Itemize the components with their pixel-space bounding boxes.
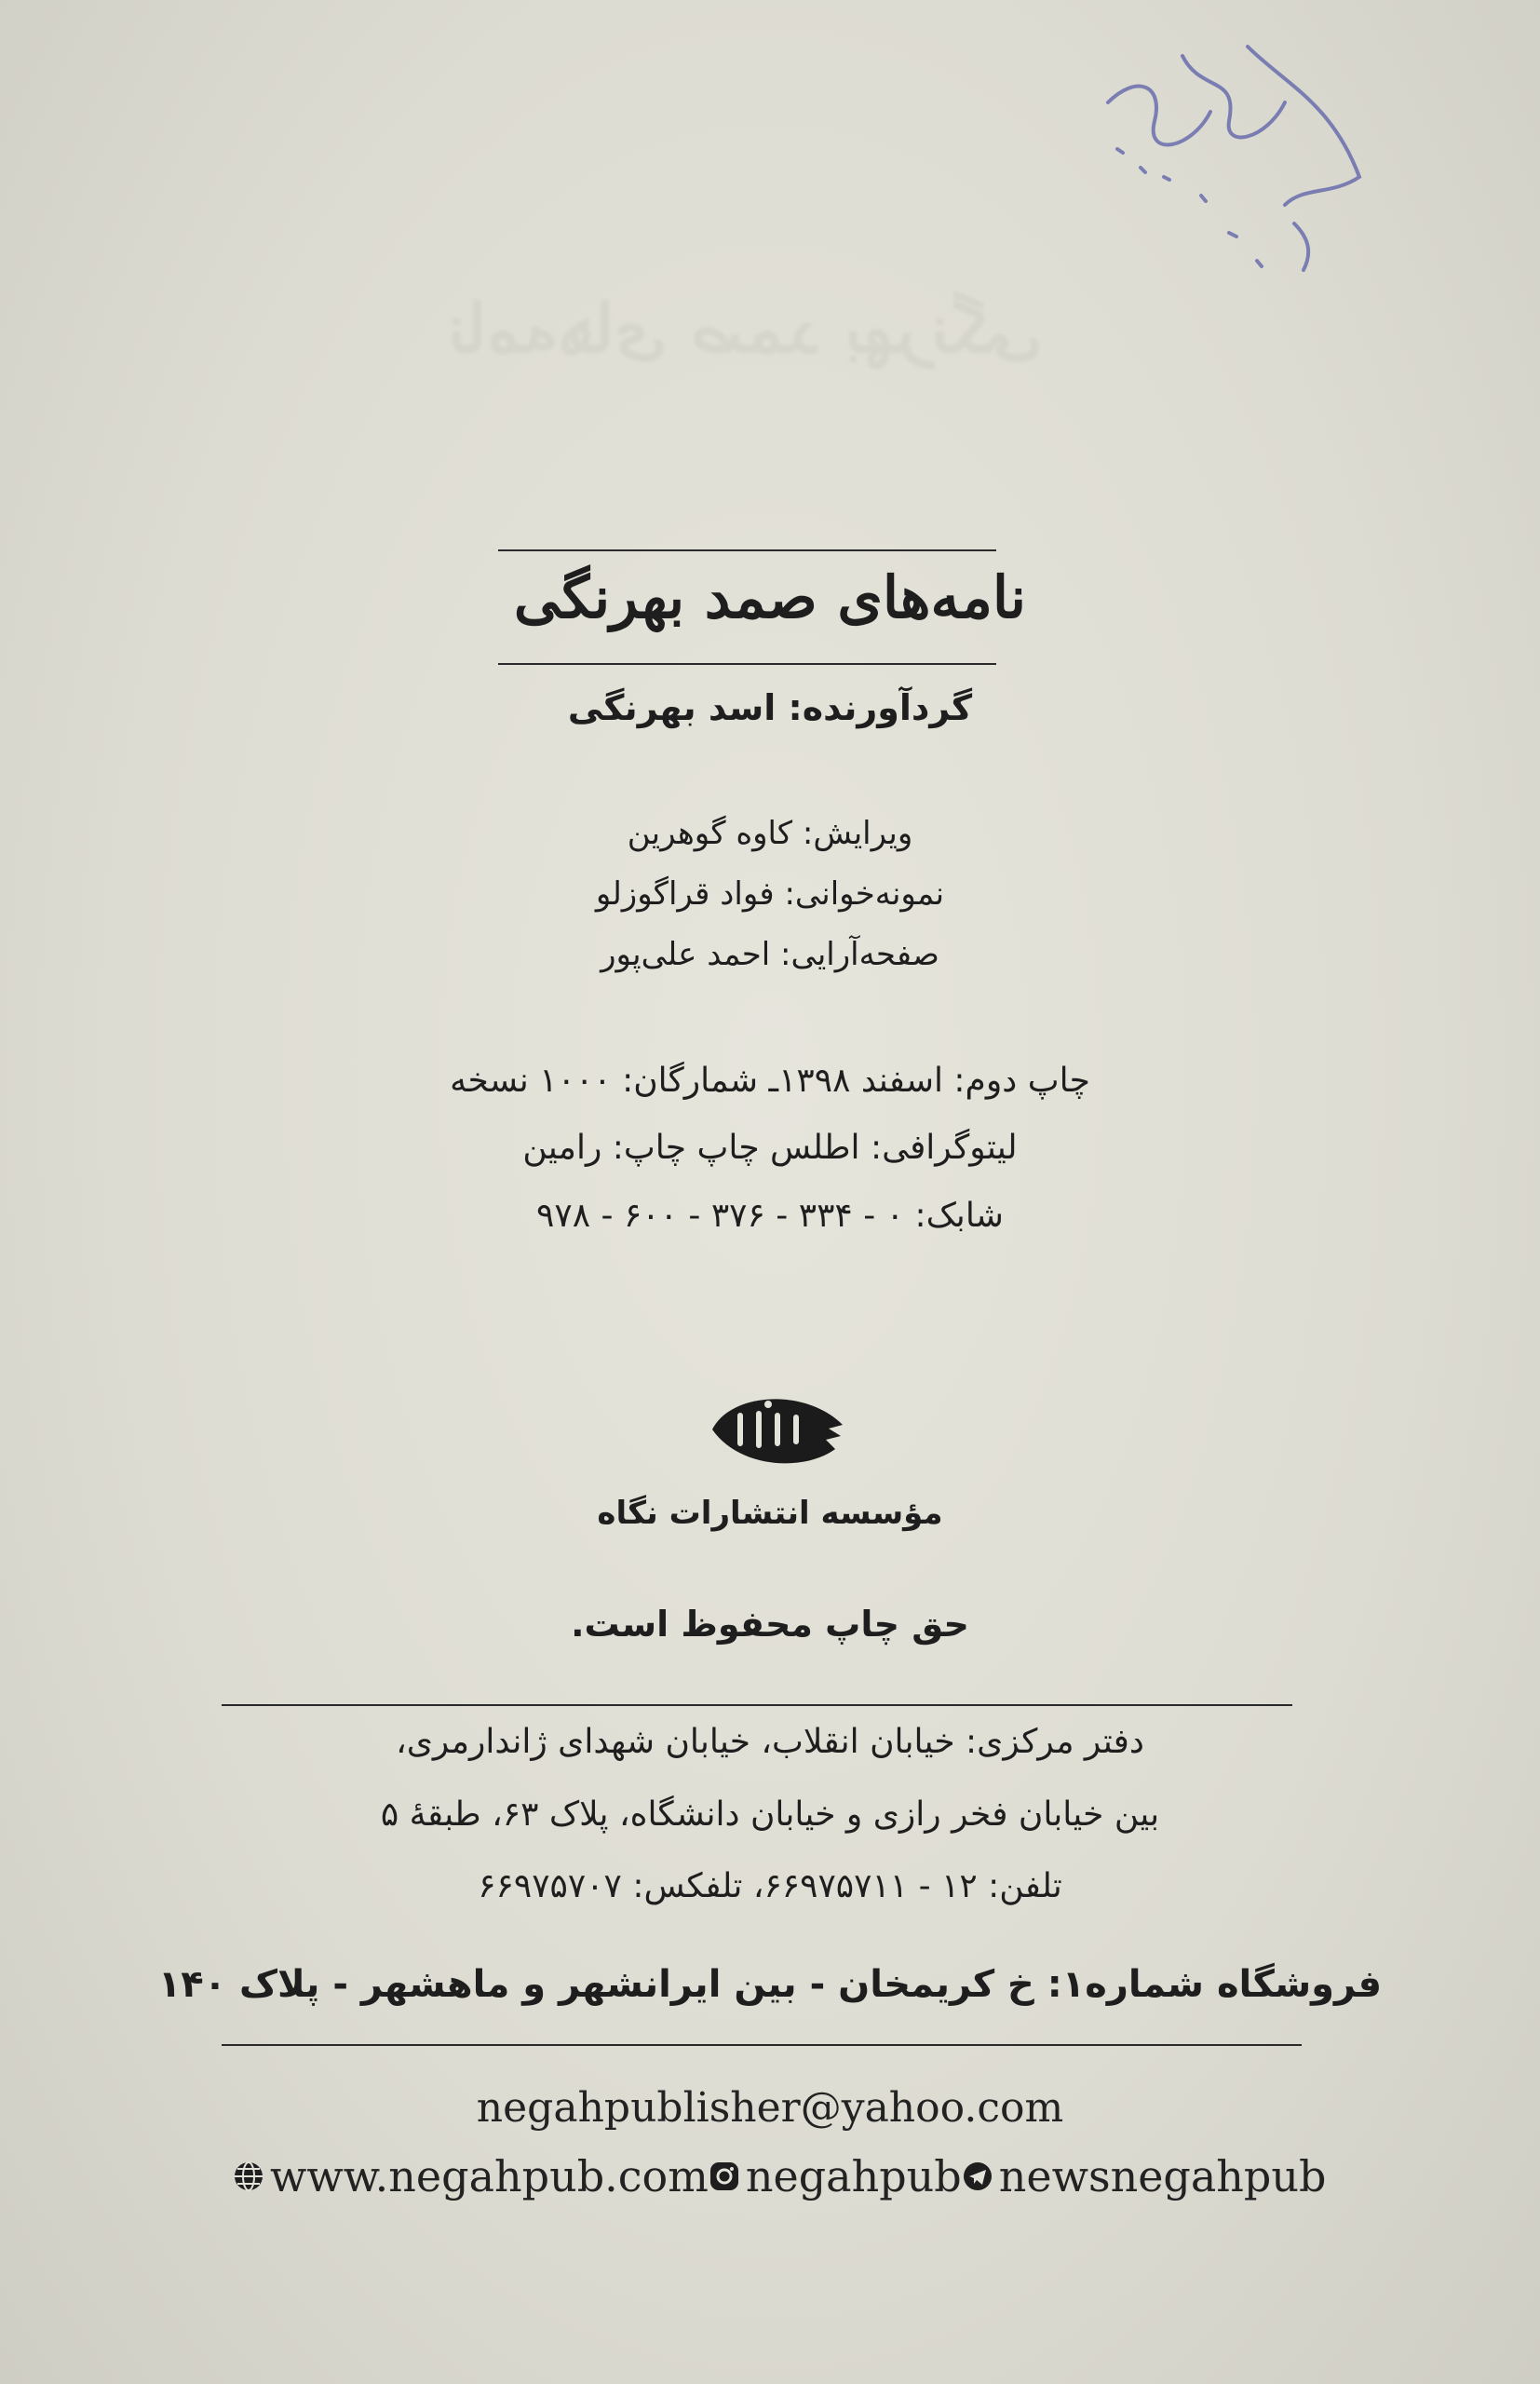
email-address[interactable]: negahpublisher@yahoo.com — [476, 2084, 1064, 2132]
edition-info: چاپ دوم: اسفند ۱۳۹۸ـ شمارگان: ۱۰۰۰ نسخه — [450, 1062, 1090, 1100]
address-line-2: بین خیابان فخر رازی و خیابان دانشگاه، پلاک ۶۳، طبقهٔ ۵ — [380, 1795, 1160, 1834]
layout-credit: صفحه‌آرایی: احمد علی‌پور — [601, 936, 939, 973]
instagram-link[interactable] — [709, 2151, 962, 2201]
instagram-icon — [709, 2160, 740, 2192]
isbn: شابک: ۰ - ۳۳۴ - ۳۷۶ - ۶۰۰ - ۹۷۸ — [536, 1197, 1004, 1235]
handwritten-signature — [1052, 19, 1387, 317]
telegram-text: newsnegahpub — [998, 2151, 1327, 2201]
phone-line: تلفن: ۱۲ - ۶۶۹۷۵۷۱۱، تلفکس: ۶۶۹۷۵۷۰۷ — [478, 1867, 1062, 1905]
publisher-logo — [703, 1388, 852, 1471]
proofreading-credit: نمونه‌خوانی: فواد قراگوزلو — [595, 875, 945, 913]
title-rule-top — [498, 549, 996, 551]
book-title: نامه‌های صمد بهرنگی — [513, 563, 1027, 631]
website-link[interactable] — [233, 2151, 709, 2201]
compiler-credit: گردآورنده: اسد بهرنگی — [567, 687, 973, 728]
shop-address: فروشگاه شماره۱: خ کریمخان - بین ایرانشهر و ماهشهر - پلاک ۱۴۰ — [157, 1963, 1383, 2006]
lithography-info: لیتوگرافی: اطلس چاپ چاپ: رامین — [522, 1129, 1018, 1167]
globe-icon — [233, 2160, 264, 2192]
address-rule-bottom — [222, 2044, 1302, 2046]
address-rule-top — [222, 1704, 1292, 1706]
instagram-text: negahpub — [745, 2151, 962, 2201]
telegram-link[interactable] — [962, 2151, 1327, 2201]
title-rule-bottom — [498, 663, 996, 665]
bleed-through-text: نامه‌های صمد بهرنگی — [447, 289, 1043, 368]
publisher-name: مؤسسه انتشارات نگاه — [597, 1495, 943, 1532]
address-line-1: دفتر مرکزی: خیابان انقلاب، خیابان شهدای ژاندارمری، — [396, 1723, 1144, 1761]
telegram-icon — [962, 2160, 993, 2192]
editor-credit: ویرایش: کاوه گوهرین — [627, 815, 913, 852]
website-text: www.negahpub.com — [270, 2151, 709, 2201]
copyright-notice: حق چاپ محفوظ است. — [571, 1604, 969, 1645]
social-links — [233, 2151, 1327, 2201]
